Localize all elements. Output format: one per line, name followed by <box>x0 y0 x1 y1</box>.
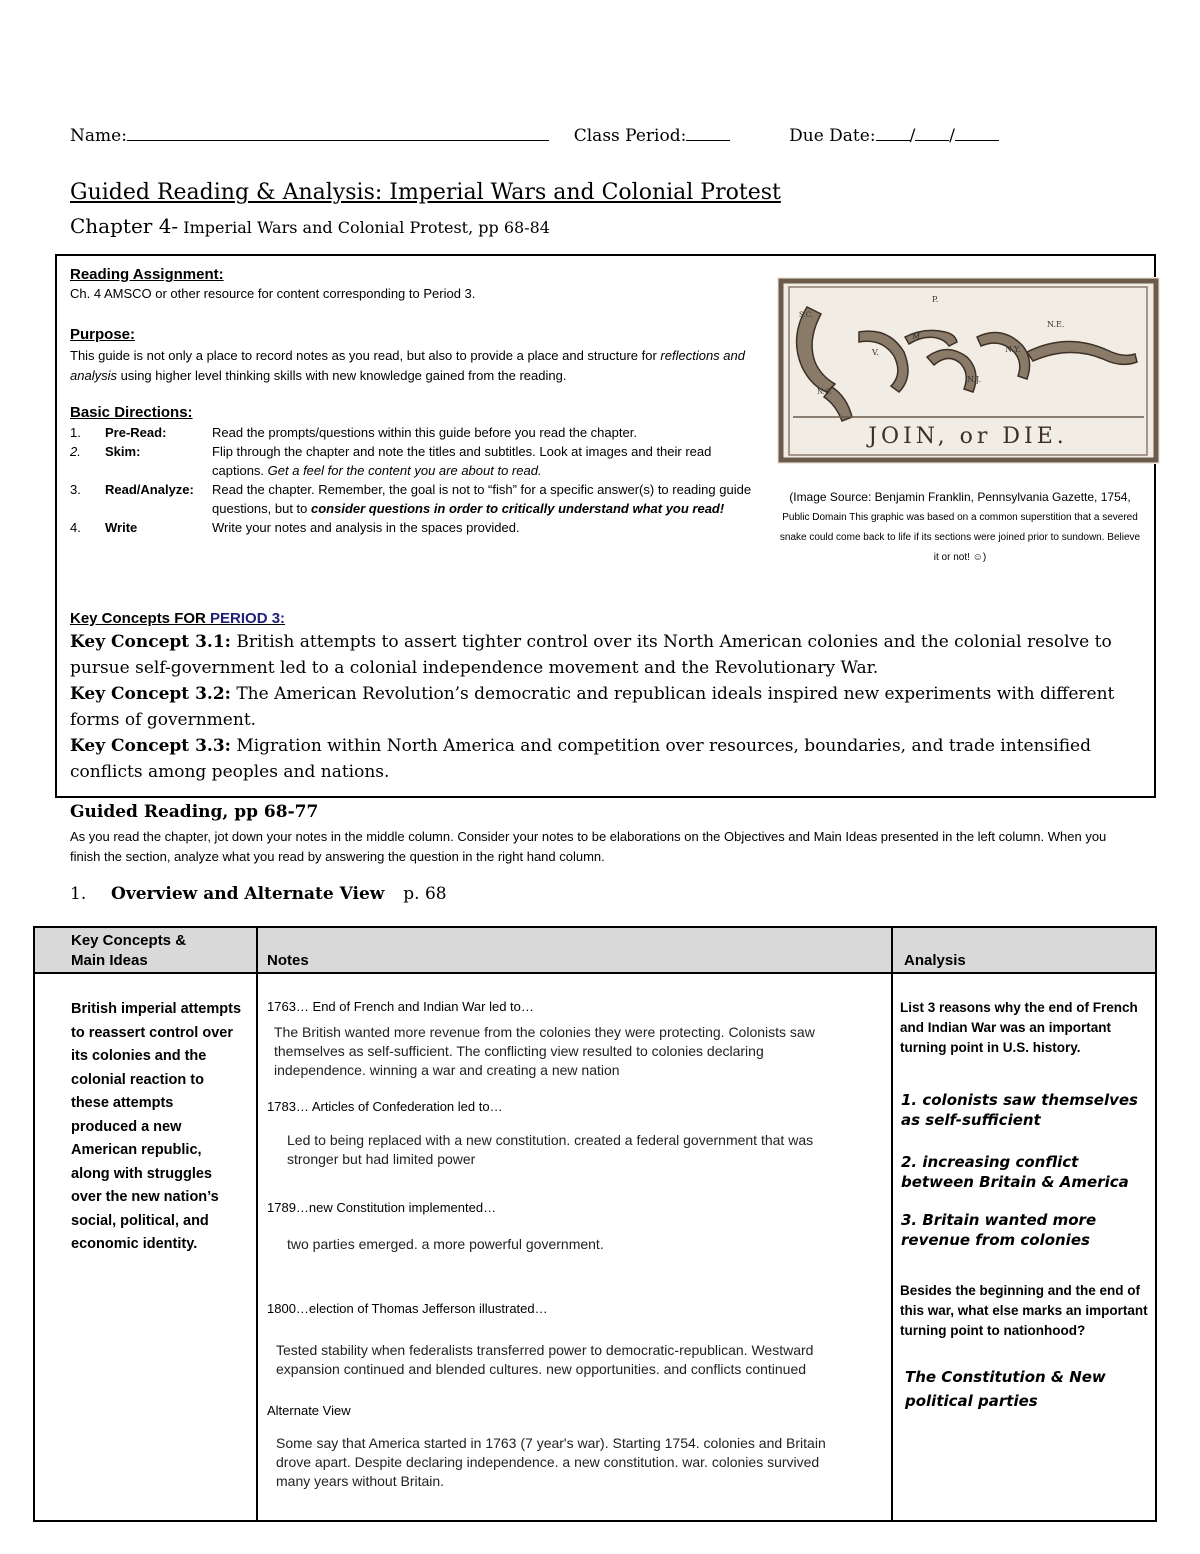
key-concept <box>70 629 1140 681</box>
class-period-field[interactable] <box>686 124 730 141</box>
notes-table <box>33 926 1157 1522</box>
purpose-section <box>70 326 760 386</box>
direction-text <box>212 423 752 442</box>
direction-number: 3. <box>70 482 81 497</box>
section-page: p. 68 <box>403 884 447 904</box>
note-answer[interactable]: Led to being replaced with a new constitution. created a federal government that was stronger but had limited power <box>287 1132 814 1167</box>
note-prompt: 1783… Articles of Confederation led to… <box>267 1099 503 1114</box>
column-header-notes: Notes <box>256 928 892 974</box>
reading-assignment-label: Reading Assignment: <box>70 266 224 283</box>
segment-label: N.E. <box>1047 320 1065 329</box>
chapter-subtitle: Imperial Wars and Colonial Protest, pp 68-84 <box>183 218 550 237</box>
direction-text-italic: Get a feel for the content you are about to read. <box>267 463 542 478</box>
direction-number: 2. <box>70 444 81 459</box>
segment-label: V. <box>872 348 879 357</box>
handwritten-answer[interactable]: The Constitution & New political parties <box>905 1368 1106 1410</box>
column-header-analysis: Analysis <box>892 928 1155 974</box>
purpose-label: Purpose: <box>70 326 136 343</box>
name-field[interactable] <box>127 124 549 141</box>
name-label: Name: <box>70 126 127 146</box>
analysis-question: List 3 reasons why the end of French and Indian War was an important turning point in U.S. history. <box>900 1000 1138 1055</box>
handwritten-answer[interactable]: 2. increasing conflict between Britain & America <box>901 1153 1129 1191</box>
segment-label: P. <box>932 295 939 304</box>
direction-item <box>70 423 760 442</box>
date-separator: / <box>909 126 916 146</box>
cartoon-caption: JOIN, or DIE. <box>868 424 1068 449</box>
key-concept-label: Key Concept 3.1: <box>70 632 231 652</box>
note-prompt: 1763… End of French and Indian War led to… <box>267 999 534 1014</box>
image-caption <box>779 488 1141 567</box>
basic-directions <box>70 404 760 537</box>
guided-reading-heading: Guided Reading, pp 68-77 <box>70 802 319 822</box>
due-date-label: Due Date: <box>789 126 876 146</box>
column-divider <box>256 928 258 1520</box>
direction-step: Read/Analyze: <box>105 482 194 497</box>
key-concept-label: Key Concept 3.3: <box>70 736 231 756</box>
caption-text: (Image Source: Benjamin Franklin, Pennsylvania Gazette, 1754, <box>789 490 1131 504</box>
directions-label: Basic Directions: <box>70 404 193 421</box>
date-separator: / <box>949 126 956 146</box>
chapter-label: Chapter 4- <box>70 214 179 238</box>
key-concept-text: The American Revolution’s democratic and republican ideals inspired new experiments with different forms of government. <box>70 684 1115 730</box>
handwritten-answer[interactable]: 1. colonists saw themselves as self-sufficient <box>901 1091 1138 1129</box>
column-divider <box>891 928 893 1520</box>
note-answer[interactable]: two parties emerged. a more powerful government. <box>287 1236 604 1252</box>
key-concepts-label-part: Key Concepts FOR <box>70 610 211 627</box>
direction-text-part: Flip through the chapter and note the titles and subtitles. Look at images and their read captions. <box>212 444 712 478</box>
guided-reading-intro: As you read the chapter, jot down your notes in the middle column. Consider your notes to be elaborations on the Objectives and Main Ideas presented in the left column. When you finish the section, analyze what you read by answering the question in the right hand column. <box>70 829 1107 864</box>
section-title: Overview and Alternate View <box>111 884 385 904</box>
direction-step: Pre-Read: <box>105 425 167 440</box>
key-concept-text: British attempts to assert tighter control over its North American colonies and the colonial resolve to pursue self-government led to a colonial independence movement and the Revolutionary War. <box>70 632 1112 678</box>
column-header-line: Main Ideas <box>71 952 148 969</box>
column-header-key-concepts <box>35 928 256 974</box>
direction-text-part: Write your notes and analysis in the spaces provided. <box>212 520 520 535</box>
direction-number: 4. <box>70 520 81 535</box>
key-concepts-period: PERIOD 3: <box>210 610 286 627</box>
segment-label: N.J. <box>967 375 982 384</box>
main-idea-text: British imperial attempts to reassert control over its colonies and the colonial reaction to these attempts produced a new American republic, along with struggles over the new nation’s social, political, and economic identity. <box>71 1001 242 1252</box>
segment-label: N.C. <box>817 388 833 396</box>
direction-text-emphasis: consider questions in order to critically understand what you read! <box>311 501 725 516</box>
purpose-text-italic: reflections and analysis <box>70 348 745 383</box>
direction-item <box>70 480 760 518</box>
join-or-die-cartoon <box>777 277 1160 464</box>
section-number: 1. <box>70 884 87 904</box>
purpose-text-part: This guide is not only a place to record notes as you read, but also to provide a place and structure for <box>70 348 657 363</box>
class-period-label: Class Period: <box>573 126 687 146</box>
reading-assignment-text: Ch. 4 AMSCO or other resource for content corresponding to Period 3. <box>70 286 476 301</box>
direction-text <box>212 480 752 518</box>
segment-label: M. <box>912 332 923 341</box>
due-month-field[interactable] <box>876 124 910 141</box>
key-concept <box>70 733 1140 785</box>
handwritten-answer[interactable]: 3. Britain wanted more revenue from colonies <box>901 1211 1097 1249</box>
key-concept-label: Key Concept 3.2: <box>70 684 231 704</box>
note-answer[interactable]: Tested stability when federalists transferred power to democratic-republican. Westward expansion continued and blended cultures. new opportunities. and conflicts continued <box>276 1342 814 1377</box>
reading-assignment <box>70 266 475 301</box>
column-header-line: Key Concepts & <box>71 932 187 949</box>
direction-number: 1. <box>70 425 81 440</box>
student-info-line <box>70 124 999 146</box>
direction-step: Skim: <box>105 444 141 459</box>
key-concepts-section <box>70 610 1140 785</box>
segment-label: S.C. <box>799 311 814 319</box>
segment-label: N.Y. <box>1005 345 1021 354</box>
direction-text-part: Read the chapter. Remember, the goal is not to “fish” for a specific answer(s) to reading guide questions, but to <box>212 482 752 516</box>
note-answer[interactable]: Some say that America started in 1763 (7 year's war). Starting 1754. colonies and Britain drove apart. Despite declaring independence. a new constitution. war. colonies survived many years without Britain. <box>276 1435 826 1489</box>
purpose-text <box>70 346 760 386</box>
due-year-field[interactable] <box>955 124 999 141</box>
chapter-heading <box>70 214 550 238</box>
key-concept-text: Migration within North America and competition over resources, boundaries, and trade intensified conflicts among peoples and nations. <box>70 736 1091 782</box>
note-prompt: Alternate View <box>267 1403 351 1418</box>
direction-text <box>212 442 752 480</box>
note-answer[interactable]: The British wanted more revenue from the colonies they were protecting. Colonists saw themselves as self-sufficient. The conflicting view resulted to colonies declaring independence. winning a war and creating a new nation <box>274 1024 815 1078</box>
analysis-question: Besides the beginning and the end of this war, what else marks an important turning point to nationhood? <box>900 1283 1148 1338</box>
direction-text <box>212 518 752 537</box>
note-prompt: 1789…new Constitution implemented… <box>267 1200 497 1215</box>
key-concepts-label <box>70 610 1140 627</box>
key-concept <box>70 681 1140 733</box>
note-prompt: 1800…election of Thomas Jefferson illustrated… <box>267 1301 548 1316</box>
page-title: Guided Reading & Analysis: Imperial Wars and Colonial Protest <box>70 180 781 205</box>
caption-text-small: Public Domain This graphic was based on a common superstition that a severed snake could come back to life if its sections were joined prior to sundown. Believe it or not! ☺) <box>779 512 1141 563</box>
due-day-field[interactable] <box>915 124 949 141</box>
direction-text-part: Read the prompts/questions within this guide before you read the chapter. <box>212 425 637 440</box>
purpose-text-part: using higher level thinking skills with new knowledge gained from the reading. <box>116 368 567 383</box>
direction-item <box>70 442 760 480</box>
section-heading <box>70 884 447 904</box>
direction-step: Write <box>105 520 138 535</box>
direction-item <box>70 518 760 537</box>
